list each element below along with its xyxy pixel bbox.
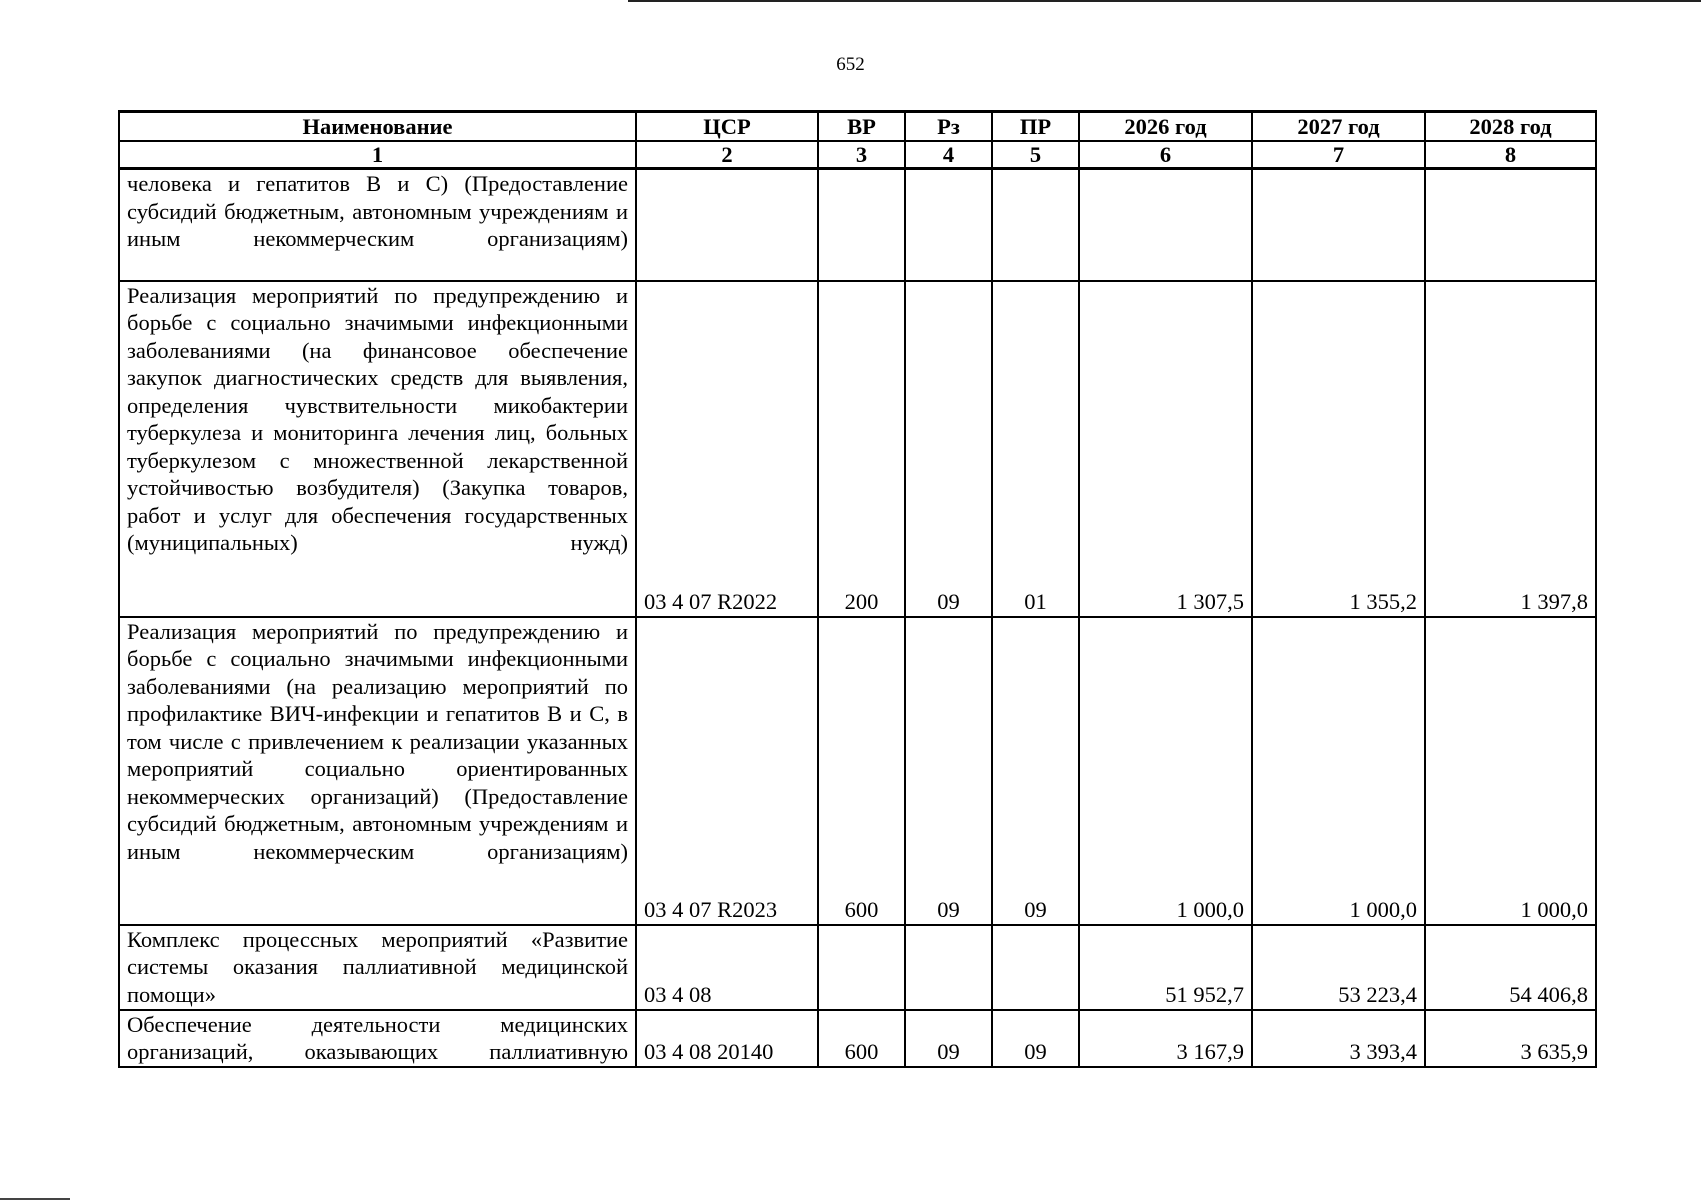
column-number: 7 [1252,141,1425,169]
row-rz: 09 [905,281,992,617]
header-csr: ЦСР [636,112,818,142]
row-csr: 03 4 07 R2023 [636,617,818,925]
table-row [119,617,1596,925]
table-row [119,1010,1596,1067]
row-csr: 03 4 08 [636,925,818,1010]
column-number: 8 [1425,141,1596,169]
row-pr: 09 [992,1010,1079,1067]
row-name: Реализация мероприятий по предупреждению и борьбе с социально значимыми инфекционными заболеваниями (на финансовое обеспечение закупок диагностических средств для выявления, определения чувствительности микобактерии туберкулеза и мониторинга лечения лиц, больных туберкулезом с множественной лекарственной устойчивостью возбудителя) (Закупка товаров, работ и услуг для обеспечения государственных (муниципальных) нужд) [119,281,636,617]
row-2028: 1 000,0 [1425,617,1596,925]
column-number: 4 [905,141,992,169]
header-2026: 2026 год [1079,112,1252,142]
table-row [119,281,1596,617]
row-rz [905,925,992,1010]
page-number: 652 [836,54,865,75]
row-pr: 09 [992,617,1079,925]
row-name: человека и гепатитов В и С) (Предоставление субсидий бюджетным, автономным учреждениям и иным некоммерческим организациям) [119,169,636,281]
header-row [119,112,1596,142]
table-row [119,925,1596,1010]
column-number-row [119,141,1596,169]
header-pr: ПР [992,112,1079,142]
row-csr [636,169,818,281]
header-vr: ВР [818,112,905,142]
column-number: 3 [818,141,905,169]
header-2028: 2028 год [1425,112,1596,142]
row-csr: 03 4 08 20140 [636,1010,818,1067]
row-2027: 3 393,4 [1252,1010,1425,1067]
row-pr [992,169,1079,281]
row-2026: 1 000,0 [1079,617,1252,925]
row-2027: 1 000,0 [1252,617,1425,925]
row-2028 [1425,169,1596,281]
row-2026: 51 952,7 [1079,925,1252,1010]
row-rz: 09 [905,1010,992,1067]
header-2027: 2027 год [1252,112,1425,142]
row-vr: 200 [818,281,905,617]
row-csr: 03 4 07 R2022 [636,281,818,617]
row-2028: 3 635,9 [1425,1010,1596,1067]
top-border-rule [628,0,1701,2]
row-2026: 3 167,9 [1079,1010,1252,1067]
header-rz: Рз [905,112,992,142]
row-name: Реализация мероприятий по предупреждению и борьбе с социально значимыми инфекционными заболеваниями (на реализацию мероприятий по профилактике ВИЧ-инфекции и гепатитов В и С, в том числе с привлечением к реализации указанных мероприятий социально ориентированных некоммерческих организаций) (Предоставление субсидий бюджетным, автономным учреждениям и иным некоммерческим организациям) [119,617,636,925]
row-pr: 01 [992,281,1079,617]
row-2026: 1 307,5 [1079,281,1252,617]
row-2027: 53 223,4 [1252,925,1425,1010]
row-vr [818,925,905,1010]
row-pr [992,925,1079,1010]
column-number: 5 [992,141,1079,169]
row-2027: 1 355,2 [1252,281,1425,617]
row-2028: 1 397,8 [1425,281,1596,617]
row-vr: 600 [818,617,905,925]
row-name: Комплекс процессных мероприятий «Развитие системы оказания паллиативной медицинской помощи» [119,925,636,1010]
row-2027 [1252,169,1425,281]
table-row [119,169,1596,281]
row-vr: 600 [818,1010,905,1067]
column-number: 1 [119,141,636,169]
column-number: 6 [1079,141,1252,169]
row-2026 [1079,169,1252,281]
row-name: Обеспечение деятельности медицинских организаций, оказывающих паллиативную [119,1010,636,1067]
row-rz: 09 [905,617,992,925]
row-rz [905,169,992,281]
row-vr [818,169,905,281]
budget-table [118,110,1597,1068]
column-number: 2 [636,141,818,169]
header-name: Наименование [119,112,636,142]
row-2028: 54 406,8 [1425,925,1596,1010]
